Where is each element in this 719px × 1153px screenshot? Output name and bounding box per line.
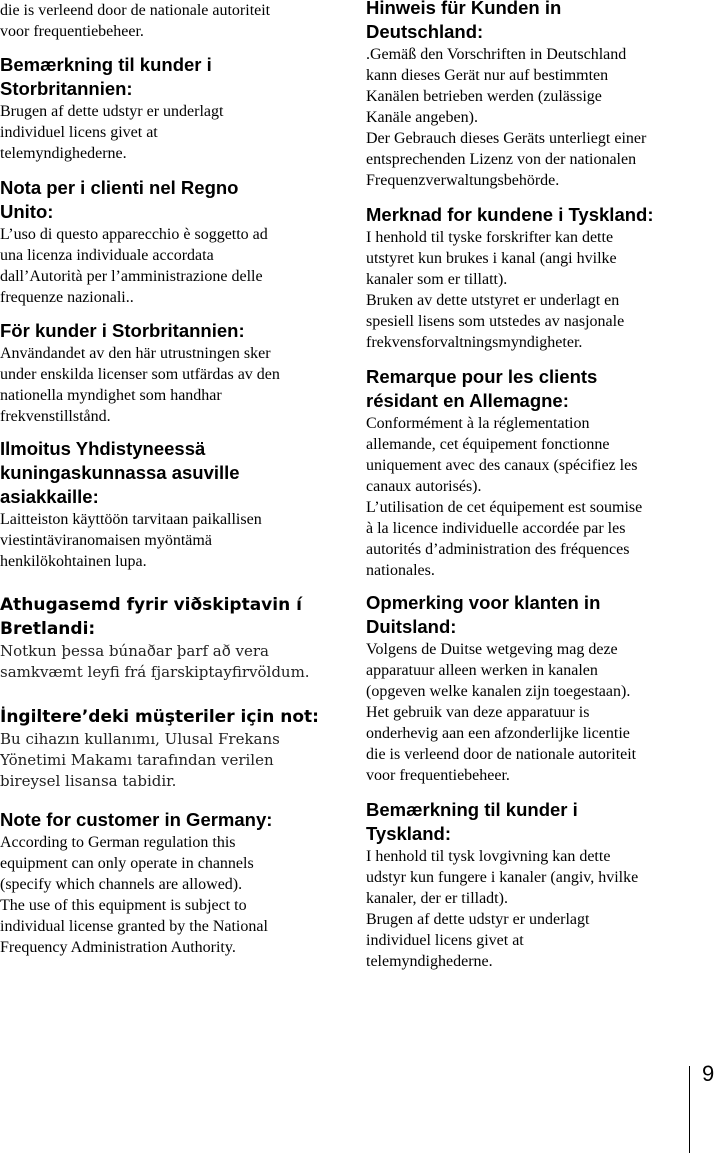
- notice-uk-italian: [0, 176, 335, 308]
- notice-germany-german: [366, 0, 706, 191]
- section-heading: Bemærkning til kunder i Tyskland:: [366, 799, 578, 844]
- section-heading: Merknad for kundene i Tyskland:: [366, 204, 654, 225]
- section-body: Laitteiston käyttöön tarvitaan paikallisen viestintäviranomaisen myöntämä henkilökohtainen lupa.: [0, 511, 262, 570]
- notice-uk-swedish: [0, 319, 335, 427]
- section-body: I henhold til tysk lovgivning kan dette udstyr kun fungere i kanaler (angiv, hvilke kanaler, der er tilladt). Brugen af dette udstyr er underlagt individuel licens givet at telemyndighederne.: [366, 848, 639, 970]
- section-body: Notkun þessa búnaðar þarf að vera samkvæmt leyfi frá fjarskiptayfirvöldum.: [0, 642, 310, 681]
- section-body: Bu cihazın kullanımı, Ulusal Frekans Yönetimi Makamı tarafından verilen bireysel lisansa tabidir.: [0, 730, 280, 790]
- notice-uk-danish: [0, 53, 335, 164]
- section-body: I henhold til tyske forskrifter kan dette utstyret kun brukes i kanal (angi hvilke kanaler som er tillatt). Bruken av dette utstyret er underlagt en spesiell lisens som utstedes av nasjonale frekvensforvaltningsmyndigheter.: [366, 229, 625, 351]
- page-number-rule: [689, 1066, 690, 1153]
- notice-germany-english: [0, 808, 335, 958]
- section-heading: Remarque pour les clients résidant en Allemagne:: [366, 366, 598, 411]
- notice-uk-icelandic: [0, 593, 335, 683]
- right-column: [366, 0, 706, 972]
- left-column: [0, 0, 335, 958]
- notice-germany-danish: [366, 798, 706, 972]
- section-heading: Nota per i clienti nel Regno Unito:: [0, 177, 239, 222]
- section-heading: Bemærkning til kunder i Storbritannien:: [0, 54, 212, 99]
- section-heading: För kunder i Storbritannien:: [0, 320, 245, 341]
- section-heading: Athugasemd fyrir viðskiptavin í Bretlandi:: [0, 595, 302, 639]
- section-body: .Gemäß den Vorschriften in Deutschland kann dieses Gerät nur auf bestimmten Kanälen betrieben werden (zulässige Kanäle angeben). Der Gebrauch dieses Geräts unterliegt einer entsprechenden Lizenz von der nationalen Frequenzverwaltungsbehörde.: [366, 46, 647, 189]
- section-body: Conformément à la réglementation allemande, cet équipement fonctionne uniquement avec des canaux (spécifiez les canaux autorisés). L’utilisation de cet équipement est soumise à la licence individuelle accordée par les autorités d’administration des fréquences nationales.: [366, 415, 643, 579]
- section-body: Användandet av den här utrustningen sker under enskilda licenser som utfärdas av den nationella myndighet som handhar frekvenstillstånd.: [0, 345, 280, 425]
- section-heading: Hinweis für Kunden in Deutschland:: [366, 0, 562, 42]
- section-heading: Opmerking voor klanten in Duitsland:: [366, 592, 601, 637]
- page-number: 9: [702, 1061, 715, 1086]
- notice-uk-finnish: [0, 437, 335, 572]
- section-heading: Ilmoitus Yhdistyneessä kuningaskunnassa asuville asiakkaille:: [0, 438, 240, 507]
- notice-germany-norwegian: [366, 203, 706, 353]
- section-body: Volgens de Duitse wetgeving mag deze apparatuur alleen werken in kanalen (opgeven welke kanalen zijn toegestaan). Het gebruik van deze apparatuur is onderhevig aan een afzonderlijke licentie die is verleend door de nationale autoriteit voor frequentiebeheer.: [366, 641, 637, 784]
- section-body: L’uso di questo apparecchio è soggetto ad una licenza individuale accordata dall’Autorità per l’amministrazione delle frequenze nazionali..: [0, 226, 268, 306]
- notice-uk-turkish: [0, 705, 335, 792]
- section-body: According to German regulation this equipment can only operate in channels (specify which channels are allowed). The use of this equipment is subject to individual license granted by the National Frequency Administration Authority.: [0, 834, 268, 956]
- section-heading: İngiltere’deki müşteriler için not:: [0, 707, 319, 727]
- continued-text: die is verleend door de nationale autoriteit voor frequentiebeheer.: [0, 2, 271, 40]
- section-heading: Note for customer in Germany:: [0, 809, 273, 830]
- notice-germany-dutch: [366, 591, 706, 786]
- section-body: Brugen af dette udstyr er underlagt individuel licens givet at telemyndighederne.: [0, 103, 224, 162]
- notice-germany-french: [366, 365, 706, 581]
